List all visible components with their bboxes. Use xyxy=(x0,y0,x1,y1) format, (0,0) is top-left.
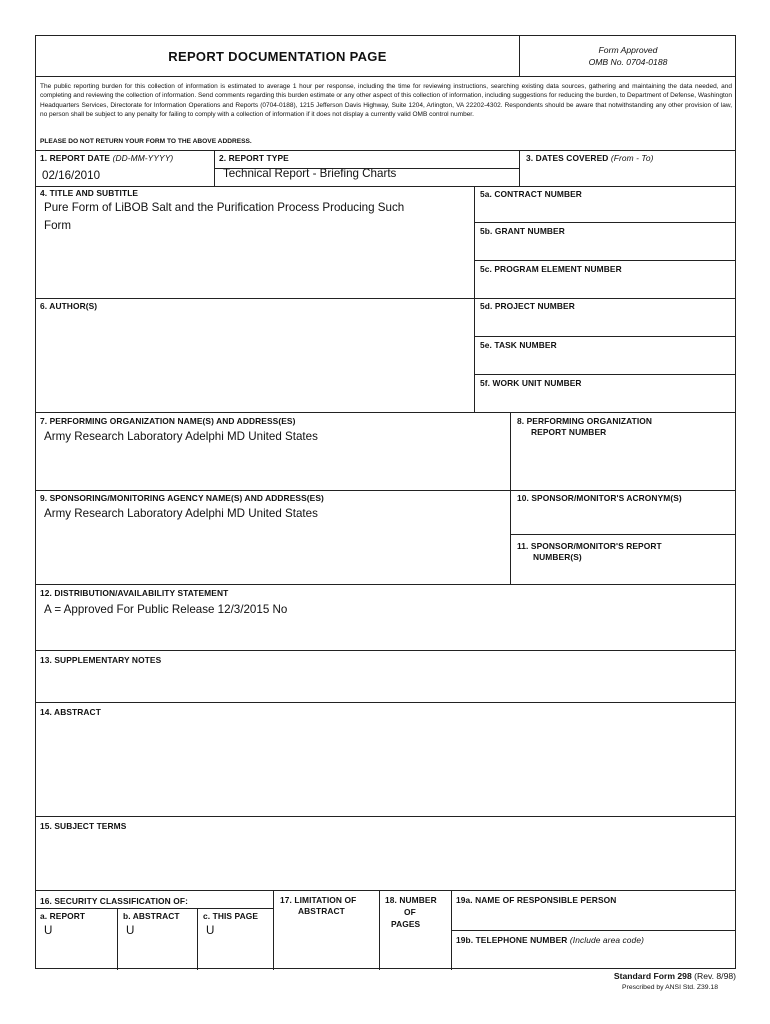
program-element-label: 5c. PROGRAM ELEMENT NUMBER xyxy=(480,264,622,274)
divider xyxy=(214,168,519,169)
performing-report-label2: REPORT NUMBER xyxy=(531,427,607,437)
dates-covered-cell[interactable] xyxy=(519,150,735,186)
performing-org-cell[interactable] xyxy=(36,412,510,490)
distribution-value: A = Approved For Public Release 12/3/2015 No xyxy=(44,603,288,616)
authors-label: 6. AUTHOR(S) xyxy=(40,301,98,311)
supplementary-notes-label: 13. SUPPLEMENTARY NOTES xyxy=(40,655,162,665)
pages-label3: PAGES xyxy=(391,919,421,929)
sponsor-report-cell[interactable] xyxy=(510,534,735,584)
sponsor-report-label2: NUMBER(S) xyxy=(533,552,582,562)
supplementary-notes-cell[interactable] xyxy=(36,650,735,702)
divider xyxy=(36,76,735,77)
security-report-cell[interactable] xyxy=(36,908,117,970)
telephone-label: 19b. TELEPHONE NUMBER (Include area code) xyxy=(456,935,644,945)
task-number-cell[interactable] xyxy=(474,336,735,374)
security-report-value: U xyxy=(44,924,53,937)
report-date-label: 1. REPORT DATE (DD-MM-YYYY) xyxy=(40,153,174,163)
limitation-label1: 17. LIMITATION OF xyxy=(280,895,357,905)
sponsor-acronym-cell[interactable] xyxy=(510,490,735,534)
dates-covered-label: 3. DATES COVERED (From - To) xyxy=(526,153,654,163)
grant-number-label: 5b. GRANT NUMBER xyxy=(480,226,565,236)
program-element-cell[interactable] xyxy=(474,260,735,298)
title-line1: Pure Form of LiBOB Salt and the Purification Process Producing Such xyxy=(44,201,405,214)
report-type-label: 2. REPORT TYPE xyxy=(219,153,289,163)
security-classification-label: 16. SECURITY CLASSIFICATION OF: xyxy=(40,896,188,906)
security-page-label: c. THIS PAGE xyxy=(203,911,259,921)
performing-report-label1: 8. PERFORMING ORGANIZATION xyxy=(517,416,653,426)
grant-number-cell[interactable] xyxy=(474,222,735,260)
prescribed-by-label: Prescribed by ANSI Std. Z39.18 xyxy=(622,984,718,991)
number-of-pages-cell[interactable] xyxy=(379,890,451,970)
security-abstract-value: U xyxy=(126,924,135,937)
abstract-label: 14. ABSTRACT xyxy=(40,707,101,717)
contract-number-label: 5a. CONTRACT NUMBER xyxy=(480,189,582,199)
security-abstract-label: b. ABSTRACT xyxy=(123,911,180,921)
title-label: 4. TITLE AND SUBTITLE xyxy=(40,188,139,198)
burden-statement: The public reporting burden for this collection of information is estimated to average 1 hour per response, including the time for reviewing instructions, searching existing data sources, gathering and maintaining the data needed, and completing and reviewing the collection of information. Send comments regarding this burden estimate or any other aspect of this collection of information, including suggestions for reducing the burden, to Department of Defense, Washington Headquarters Services, Directorate for Information Operations and Reports (0704-0188), 1215 Jefferson Davis Highway, Suite 1204, Arlington, VA 22202-4302. Respondents should be aware that notwithstanding any other provision of law, no person shall be subject to any penalty for failing to comply with a collection of information if it does not display a currently valid OMB control number. xyxy=(40,83,732,119)
performing-report-cell[interactable] xyxy=(510,412,735,490)
project-number-label: 5d. PROJECT NUMBER xyxy=(480,301,575,311)
limitation-label2: ABSTRACT xyxy=(298,906,345,916)
limitation-cell[interactable] xyxy=(273,890,379,970)
responsible-person-label: 19a. NAME OF RESPONSIBLE PERSON xyxy=(456,895,617,905)
report-type-value: Technical Report - Briefing Charts xyxy=(223,167,397,180)
sponsoring-agency-cell[interactable] xyxy=(36,490,510,584)
standard-form-label: Standard Form 298 (Rev. 8/98) xyxy=(613,971,736,981)
report-documentation-form xyxy=(35,35,736,969)
security-page-value: U xyxy=(206,924,215,937)
omb-number: OMB No. 0704-0188 xyxy=(588,57,668,67)
contract-number-cell[interactable] xyxy=(474,186,735,222)
abstract-cell[interactable] xyxy=(36,702,735,816)
sponsor-report-label1: 11. SPONSOR/MONITOR'S REPORT xyxy=(517,541,662,551)
pages-label2: OF xyxy=(404,907,416,917)
authors-cell[interactable] xyxy=(36,298,474,412)
title-cell[interactable] xyxy=(36,186,474,298)
performing-org-label: 7. PERFORMING ORGANIZATION NAME(S) AND ADDRESS(ES) xyxy=(40,416,296,426)
security-abstract-cell[interactable] xyxy=(117,908,197,970)
responsible-person-cell[interactable] xyxy=(451,890,735,930)
security-page-cell[interactable] xyxy=(197,908,273,970)
security-report-label: a. REPORT xyxy=(40,911,86,921)
pages-label1: 18. NUMBER xyxy=(385,895,437,905)
subject-terms-cell[interactable] xyxy=(36,816,735,890)
form-title: REPORT DOCUMENTATION PAGE xyxy=(168,49,387,64)
task-number-label: 5e. TASK NUMBER xyxy=(480,340,557,350)
telephone-cell[interactable] xyxy=(451,930,735,970)
title-line2: Form xyxy=(44,219,72,232)
approval-text xyxy=(519,44,737,68)
distribution-label: 12. DISTRIBUTION/AVAILABILITY STATEMENT xyxy=(40,588,229,598)
project-number-cell[interactable] xyxy=(474,298,735,336)
sponsoring-agency-label: 9. SPONSORING/MONITORING AGENCY NAME(S) AND ADDRESS(ES) xyxy=(40,493,324,503)
work-unit-label: 5f. WORK UNIT NUMBER xyxy=(480,378,582,388)
distribution-cell[interactable] xyxy=(36,584,735,650)
security-classification-cell xyxy=(36,890,273,908)
approval-line1: Form Approved xyxy=(598,45,658,55)
report-date-value: 02/16/2010 xyxy=(42,169,101,182)
subject-terms-label: 15. SUBJECT TERMS xyxy=(40,821,127,831)
report-date-cell[interactable] xyxy=(36,150,214,186)
return-warning: PLEASE DO NOT RETURN YOUR FORM TO THE ABOVE ADDRESS. xyxy=(40,138,252,145)
sponsoring-agency-value: Army Research Laboratory Adelphi MD United States xyxy=(44,507,318,520)
sponsor-acronym-label: 10. SPONSOR/MONITOR'S ACRONYM(S) xyxy=(517,493,682,503)
work-unit-cell[interactable] xyxy=(474,374,735,412)
performing-org-value: Army Research Laboratory Adelphi MD United States xyxy=(44,430,318,443)
